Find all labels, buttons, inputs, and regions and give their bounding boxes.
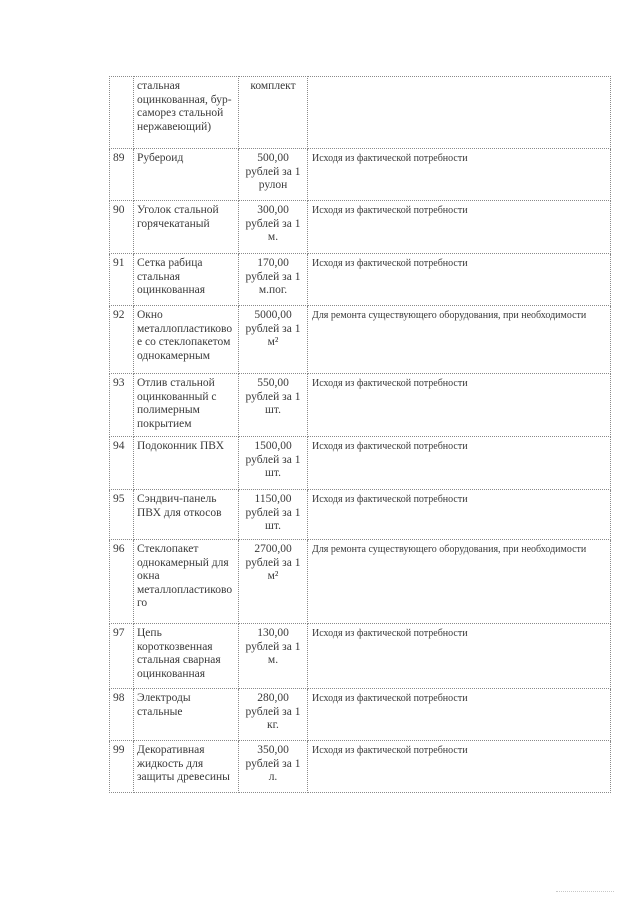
item-price: 5000,00 рублей за 1 м² (239, 306, 308, 374)
row-number: 99 (110, 741, 134, 793)
item-name: Стеклопакет однокамерный для окна металлопластиково го (134, 540, 239, 624)
item-note: Исходя из фактической потребности (308, 490, 611, 540)
row-number: 98 (110, 689, 134, 741)
item-note (308, 77, 611, 149)
item-price: 300,00 рублей за 1 м. (239, 201, 308, 254)
item-price: 1500,00 рублей за 1 шт. (239, 437, 308, 490)
item-name: Уголок стальной горячекатаный (134, 201, 239, 254)
row-number: 91 (110, 254, 134, 306)
table-row (110, 689, 611, 741)
table-row (110, 540, 611, 624)
item-note: Исходя из фактической потребности (308, 374, 611, 437)
item-price: 1150,00 рублей за 1 шт. (239, 490, 308, 540)
item-price: 2700,00 рублей за 1 м² (239, 540, 308, 624)
table-row (110, 374, 611, 437)
item-price: 350,00 рублей за 1 л. (239, 741, 308, 793)
item-name: Сэндвич-панель ПВХ для откосов (134, 490, 239, 540)
item-name: Отлив стальной оцинкованный с полимерным покрытием (134, 374, 239, 437)
item-note: Исходя из фактической потребности (308, 437, 611, 490)
item-price: 550,00 рублей за 1 шт. (239, 374, 308, 437)
item-price: 280,00 рублей за 1 кг. (239, 689, 308, 741)
item-note: Исходя из фактической потребности (308, 254, 611, 306)
item-note: Исходя из фактической потребности (308, 741, 611, 793)
table-row (110, 306, 611, 374)
row-number: 97 (110, 624, 134, 689)
row-number: 93 (110, 374, 134, 437)
item-note: Исходя из фактической потребности (308, 624, 611, 689)
item-name: Сетка рабица стальная оцинкованная (134, 254, 239, 306)
item-name: стальная оцинкованная, бур-саморез стальной нержавеющий) (134, 77, 239, 149)
row-number: 92 (110, 306, 134, 374)
price-table (109, 76, 611, 793)
item-note: Исходя из фактической потребности (308, 149, 611, 201)
item-name: Электроды стальные (134, 689, 239, 741)
item-name: Декоративная жидкость для защиты древесины (134, 741, 239, 793)
item-note: Исходя из фактической потребности (308, 689, 611, 741)
item-name: Окно металлопластиково е со стеклопакетом однокамерным (134, 306, 239, 374)
row-number: 96 (110, 540, 134, 624)
item-name: Цепь короткозвенная стальная сварная оцинкованная (134, 624, 239, 689)
table-row (110, 149, 611, 201)
item-price: 130,00 рублей за 1 м. (239, 624, 308, 689)
item-price: 500,00 рублей за 1 рулон (239, 149, 308, 201)
row-number: 95 (110, 490, 134, 540)
item-price: 170,00 рублей за 1 м.пог. (239, 254, 308, 306)
table-row (110, 77, 611, 149)
table-row (110, 254, 611, 306)
item-name: Подоконник ПВХ (134, 437, 239, 490)
item-note: Исходя из фактической потребности (308, 201, 611, 254)
row-number (110, 77, 134, 149)
item-note: Для ремонта существующего оборудования, при необходимости (308, 540, 611, 624)
table-row (110, 437, 611, 490)
row-number: 90 (110, 201, 134, 254)
table-row (110, 624, 611, 689)
table-row (110, 490, 611, 540)
table-row (110, 741, 611, 793)
scan-corner-mark (556, 891, 614, 893)
row-number: 89 (110, 149, 134, 201)
table-row (110, 201, 611, 254)
item-price: комплект (239, 77, 308, 149)
item-name: Рубероид (134, 149, 239, 201)
item-note: Для ремонта существующего оборудования, при необходимости (308, 306, 611, 374)
row-number: 94 (110, 437, 134, 490)
